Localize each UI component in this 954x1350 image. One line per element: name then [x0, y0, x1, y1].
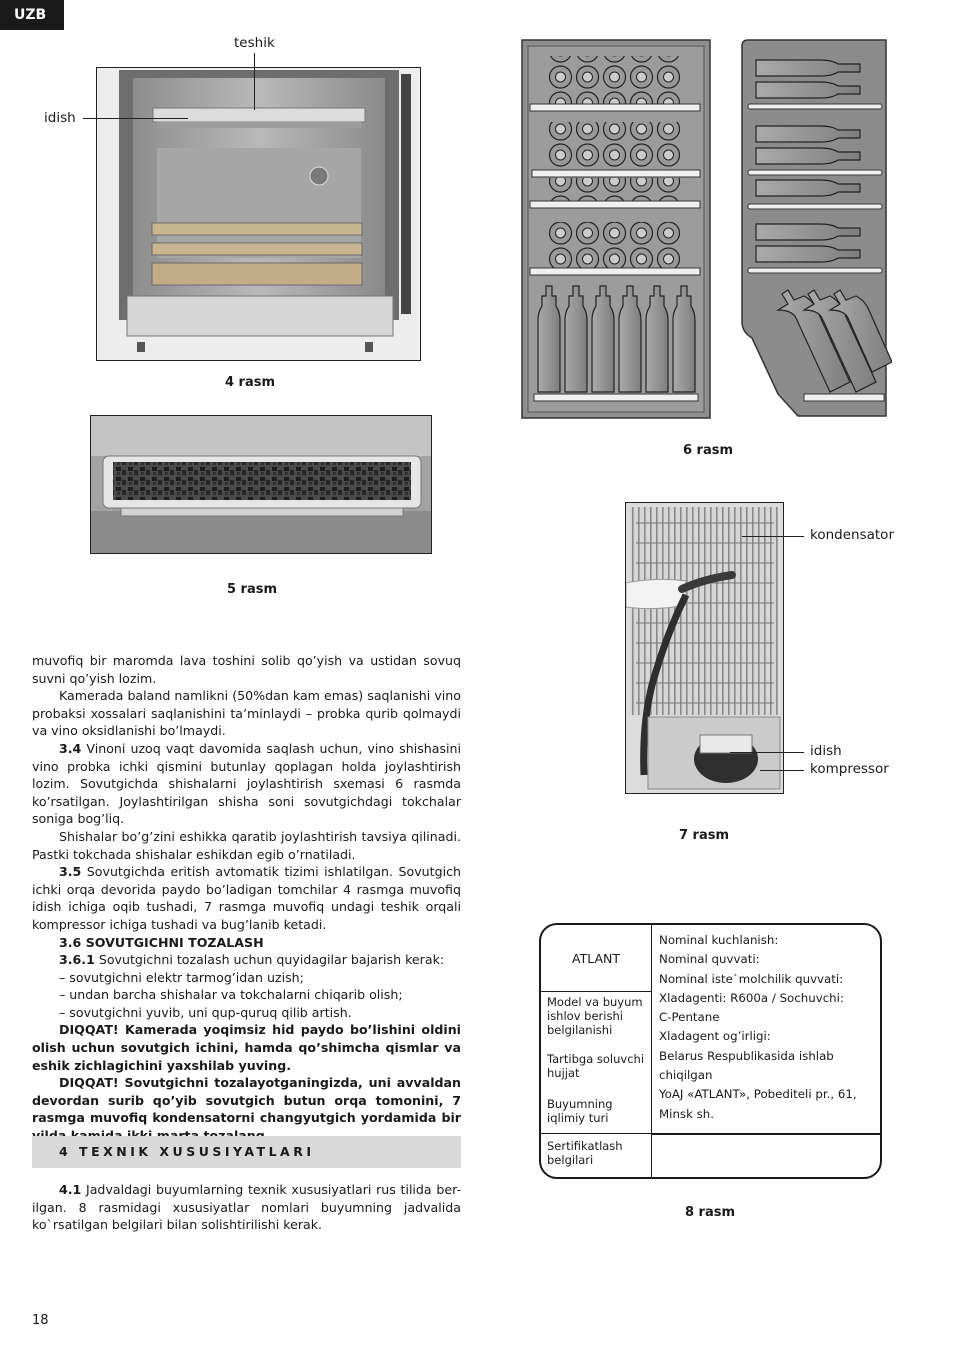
paragraph-4-1 — [32, 1181, 461, 1234]
paragraph: Kamerada baland namlikni (50%dan kam emas) saqlanishi vino probaksi xossalari saqlanishini ta’minlaydi – probka qurib qolmaydi va vino oksidlanishi bo’lmaydi. — [32, 688, 461, 739]
spec-line: Xladagent og’irligi: — [659, 1029, 771, 1044]
condenser-cleaning-illustration — [626, 503, 784, 794]
paragraph: muvofiq bir maromda lava toshini solib qo’yish va ustidan sovuq suvni qo’yish lozim. — [32, 653, 461, 686]
kompressor-label: kompressor — [810, 761, 889, 777]
spec-line: chiqilgan — [659, 1068, 713, 1083]
section-number: 3.4 — [59, 740, 82, 756]
figure-7-caption: 7 rasm — [678, 828, 730, 843]
list-item: – sovutgichni yuvib, uni qup-quruq qilib artish. — [59, 1004, 352, 1020]
figure-6-diagram — [520, 38, 892, 420]
figure-4-caption: 4 rasm — [224, 375, 276, 390]
spec-line: Xladagenti: R600a / Sochuvchi: — [659, 990, 844, 1005]
paragraph-3-5 — [32, 863, 461, 933]
figure-4-photo — [96, 67, 421, 361]
teshik-leader-line — [254, 53, 255, 110]
plate-specifications — [659, 931, 879, 1124]
kondensator-label: kondensator — [810, 527, 894, 543]
lava-stone-tray-illustration — [91, 416, 432, 554]
spec-line: YoAJ «ATLANT», Pobediteli pr., 61, — [659, 1087, 857, 1102]
spec-line: Belarus Respublikasida ishlab — [659, 1048, 834, 1063]
plate-divider-vertical — [651, 925, 652, 1177]
idish-label-fig7: idish — [810, 743, 842, 759]
spec-line: C-Pentane — [659, 1010, 720, 1025]
warning-paragraph: DIQQAT! Sovutgichni tozalayotganingizda, uni avvaldan devordan surib qo’yib sovutgich butun orqa tomonini, 7 rasmga muvofiq kondensatorni changyutgich yordamida bir — [32, 1075, 461, 1126]
plate-brand: ATLANT — [571, 951, 620, 966]
teshik-label: teshik — [234, 35, 275, 51]
figure-6-caption: 6 rasm — [682, 443, 734, 458]
paragraph-text: Vinoni uzoq vaqt davomida saqlash uchun, vino shishasini vino probka ichki qismini butunlay qoplagan holda joylashtirish lozim. Sovutgichda shishalarni joylashtirish sxemasi 6 rasmda ko’rsatilgan. Joylashtirilgan shisha soni sovutgichdagi tokchalar soniga bog’liq. — [32, 740, 461, 827]
paragraph-text: Sovutgichni tozalash uchun quyidagilar bajarish kerak: — [94, 952, 445, 968]
plate-divider-left-bottom — [541, 1133, 651, 1134]
figure-8-rating-plate — [539, 923, 882, 1179]
section-4-heading: 4 TEXNIK XUSUSIYATLARI — [32, 1136, 461, 1168]
section-heading-3-6: 3.6 SOVUTGICHNI TOZALASH — [59, 934, 264, 950]
kondensator-leader-line — [742, 536, 804, 537]
section-number: 3.5 — [59, 864, 82, 880]
warning-paragraph: DIQQAT! Kamerada yoqimsiz hid paydo bo’lishini oldini olish uchun sovutgich ichini, hamda qo’shimcha qismlar va eshik zichlagichini yaxshilab yuving. — [32, 1022, 461, 1073]
plate-divider-right-bottom — [651, 1133, 880, 1135]
idish-leader-line — [83, 118, 188, 119]
paragraph-3-4 — [32, 740, 461, 828]
paragraph: Shishalar bo’g’zini eshikka qaratib joylashtirish tavsiya qilinadi. Pastki tokchada shishalar eshikdan egib o’rnatiladi. — [32, 828, 461, 862]
kompressor-leader-line — [760, 770, 804, 771]
spec-line: Minsk sh. — [659, 1106, 715, 1121]
list-item: – sovutgichni elektr tarmog’idan uzish; — [59, 969, 304, 985]
plate-divider-brand — [541, 991, 651, 992]
plate-cell-model: Model va buyum ishlov berishi belgilanishi — [547, 995, 643, 1037]
paragraph-3-6-1 — [32, 951, 461, 969]
plate-cell-regulatory-doc: Tartibga soluvchi hujjat — [547, 1052, 645, 1080]
page-number: 18 — [32, 1313, 49, 1328]
idish-leader-line-fig7 — [730, 752, 804, 753]
paragraph-text: Jadvaldagi buyumlarning texnik xususiyatlari rus tilida ber-ilgan. 8 rasmidagi xususiyatlar nomlari buyumning jadvalida ko`rsatilgan belgilari bilan solishtirilishi kerak. — [32, 1182, 461, 1233]
figure-5-caption: 5 rasm — [226, 582, 278, 597]
spec-line: Nominal kuchlanish: — [659, 933, 779, 947]
figure-8-caption: 8 rasm — [684, 1205, 736, 1220]
plate-cell-certification: Sertifikatlash belgilari — [547, 1139, 623, 1167]
section-number: 4.1 — [59, 1182, 82, 1197]
body-text — [32, 652, 461, 1145]
plate-cell-climate-type: Buyumning iqlimiy turi — [547, 1097, 613, 1125]
figure-7-photo — [625, 502, 784, 794]
language-tag: UZB — [0, 0, 64, 30]
spec-line: Nominal quvvati: — [659, 952, 760, 967]
bottle-placement-diagram — [520, 38, 892, 420]
figure-5-photo — [90, 415, 432, 554]
spec-line: Nominal iste`molchilik quvvati: — [659, 971, 844, 986]
list-item: – undan barcha shishalar va tokchalarni chiqarib olish; — [59, 987, 403, 1003]
paragraph-text: Sovutgichda eritish avtomatik tizimi ishlatilgan. Sovutgich ichki orqa devorida paydo bo’ladigan tomchilar 4 rasmga muvofiq idish ichiga oqib tushadi, 7 rasmga muvofiq undagi teshik orqali kompressor ichiga tushadi va bug’lanib ketadi. — [32, 864, 461, 932]
section-number: 3.6.1 — [59, 952, 95, 968]
fridge-interior-illustration — [97, 68, 421, 361]
idish-label-fig4: idish — [44, 110, 76, 126]
